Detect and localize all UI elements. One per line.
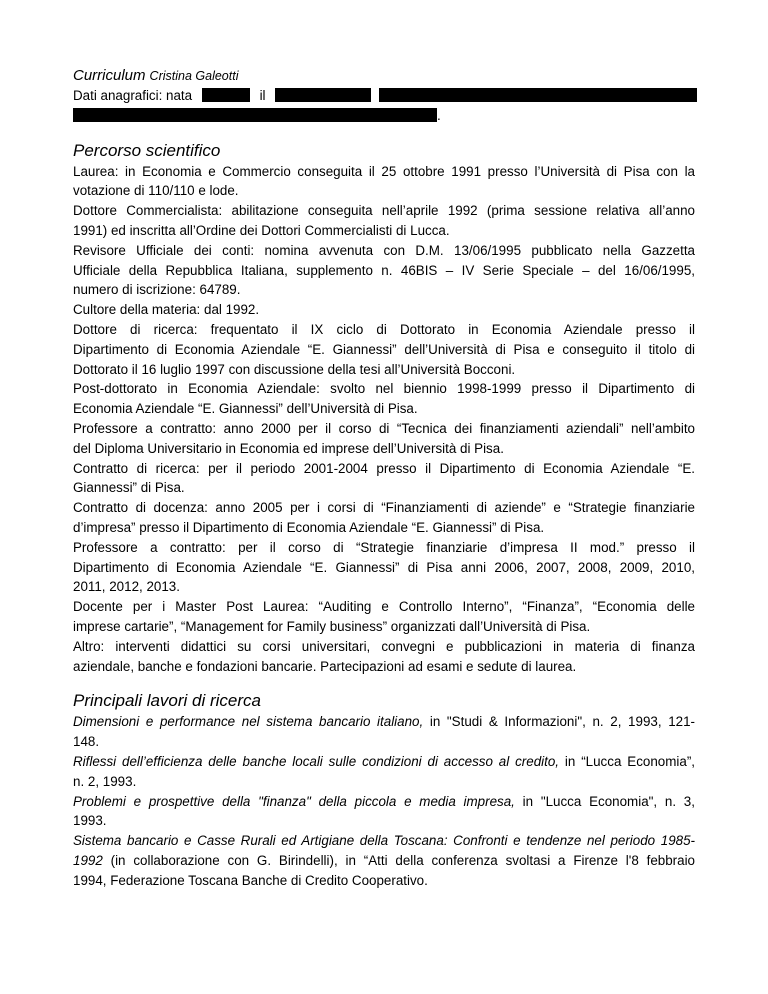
cv-author-name: Cristina Galeotti — [149, 69, 239, 83]
text-line: del Diploma Universitario in Economia ed imprese dell’Università di Pisa. — [73, 440, 504, 456]
publication-title: 1992 — [73, 852, 103, 868]
anagrafica-line-2 — [73, 106, 695, 126]
text-line: Dipartimento di Economia Aziendale “E. Giannessi” di Pisa anni 2006, 2007, 2008, 2009, 2010, — [73, 559, 695, 575]
publication-source: in "Lucca Economia", n. 3, — [514, 793, 695, 809]
percorso-body — [73, 162, 695, 677]
text-line: Altro: interventi didattici su corsi universitari, convegni e pubblicazioni in materia di finanza — [73, 638, 695, 654]
text-line: aziendale, banche e fondazioni bancarie. Partecipazioni ad esami e sedute di laurea. — [73, 658, 577, 674]
cv-title-word: Curriculum — [73, 67, 146, 84]
text-line: d’impresa” presso il Dipartimento di Economia Aziendale “E. Giannessi” di Pisa. — [73, 519, 545, 535]
text-line: numero di iscrizione: 64789. — [73, 282, 241, 298]
anagrafica-line — [73, 86, 695, 106]
publication-line — [73, 792, 695, 812]
text-line: Giannessi” di Pisa. — [73, 480, 185, 496]
publication-line: 148. — [73, 734, 100, 750]
text-line: 2011, 2012, 2013. — [73, 579, 180, 595]
text-line: Laurea: in Economia e Commercio conseguita il 25 ottobre 1991 presso l’Università di Pisa con la — [73, 163, 695, 179]
cv-title — [73, 66, 695, 86]
publication-title: Riflessi dell’efficienza delle banche locali sulle condizioni di accesso al credito, — [73, 753, 560, 769]
text-line: Dottore Commercialista: abilitazione conseguita nell’aprile 1992 (prima sessione relativa all’anno — [73, 203, 695, 219]
redaction-address-2 — [73, 108, 437, 122]
document-page — [73, 66, 695, 890]
publication-source: in "Studi & Informazioni", n. 2, 1993, 121- — [423, 714, 696, 730]
publication-line — [73, 752, 695, 772]
text-line: votazione di 110/110 e lode. — [73, 183, 239, 199]
publication-line: Sistema bancario e Casse Rurali ed Artigiane della Toscana: Confronti e tendenze nel periodo 1985- — [73, 833, 695, 849]
publication-source: (in collaborazione con G. Birindelli), in “Atti della conferenza svoltasi a Firenze l'8 febbraio — [102, 852, 695, 868]
text-line: Cultore della materia: dal 1992. — [73, 302, 260, 318]
redaction-address — [379, 88, 697, 102]
text-line: Dottorato il 16 luglio 1997 con discussione della tesi all’Università Bocconi. — [73, 361, 516, 377]
publication-title: Dimensioni e performance nel sistema bancario italiano, — [73, 714, 424, 730]
text-line: Post-dottorato in Economia Aziendale: svolto nel biennio 1998-1999 presso il Dipartimento di — [73, 381, 695, 397]
text-line: Dottore di ricerca: frequentato il IX ciclo di Dottorato in Economia Aziendale presso il — [73, 321, 695, 337]
redaction-birthplace — [202, 88, 250, 102]
text-line: Economia Aziendale “E. Giannessi” dell’Università di Pisa. — [73, 401, 418, 417]
section-title-percorso: Percorso scientifico — [73, 140, 221, 160]
text-line: Revisore Ufficiale dei conti: nomina avvenuta con D.M. 13/06/1995 pubblicato nella Gazzetta — [73, 242, 695, 258]
publication-line — [73, 712, 695, 732]
text-line: Docente per i Master Post Laurea: “Auditing e Controllo Interno”, “Finanza”, “Economia delle — [73, 599, 695, 615]
anagrafica-period: . — [437, 107, 441, 123]
publication-line: n. 2, 1993. — [73, 773, 137, 789]
text-line: Contratto di ricerca: per il periodo 2001-2004 presso il Dipartimento di Economia Aziendale “E. — [73, 460, 695, 476]
lavori-body — [73, 712, 695, 890]
text-line: 1991) ed inscritta all’Ordine dei Dottori Commercialisti di Lucca. — [73, 222, 450, 238]
text-line: Ufficiale della Repubblica Italiana, supplemento n. 46BIS – IV Serie Speciale – del 16/06/1995, — [73, 262, 695, 278]
text-line: imprese cartarie”, “Management for Family business” organizzati dall’Università di Pisa. — [73, 618, 591, 634]
publication-line: 1993. — [73, 813, 107, 829]
publication-line — [73, 851, 695, 871]
section-title-lavori: Principali lavori di ricerca — [73, 691, 262, 711]
text-line: Dipartimento di Economia Aziendale “E. Giannessi” dell’Università di Pisa e conseguito il titolo di — [73, 341, 695, 357]
text-line: Professore a contratto: per il corso di “Strategie finanziarie d’impresa II mod.” presso il — [73, 539, 695, 555]
text-line: Contratto di docenza: anno 2005 per i corsi di “Finanziamenti di aziende” e “Strategie finanziarie — [73, 500, 695, 516]
publication-line: 1994, Federazione Toscana Banche di Credito Cooperativo. — [73, 872, 428, 888]
publication-title: Problemi e prospettive della "finanza" della piccola e media impresa, — [73, 793, 515, 809]
il-label: il — [259, 88, 266, 103]
redaction-birthdate — [275, 88, 371, 102]
anagrafica-label: Dati anagrafici: nata — [73, 88, 193, 103]
publication-source: in “Lucca Economia”, — [559, 753, 695, 769]
text-line: Professore a contratto: anno 2000 per il corso di “Tecnica dei finanziamenti aziendali” nell’ambito — [73, 420, 695, 436]
